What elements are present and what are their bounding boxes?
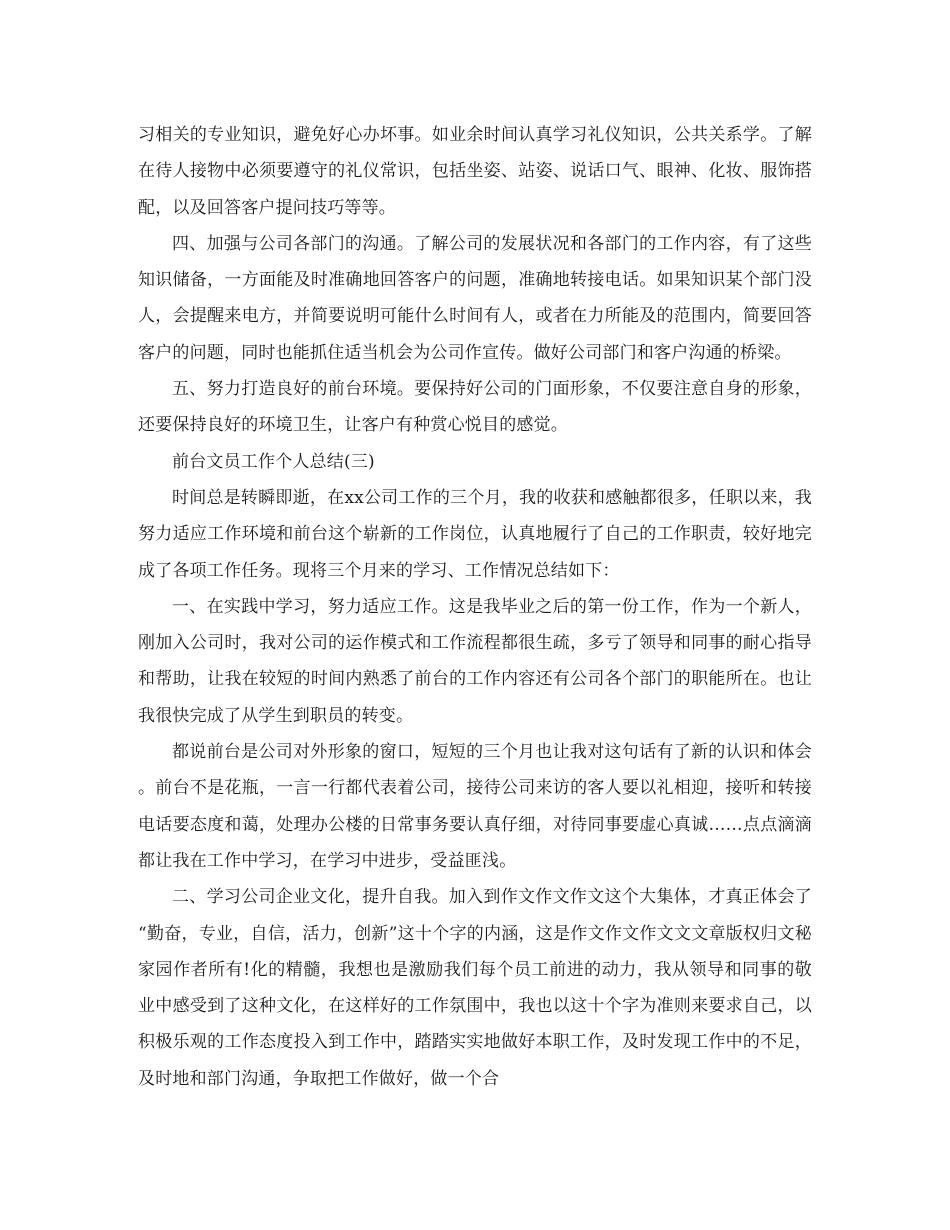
document-body: [138, 117, 812, 1097]
paragraph-intro-summary: 时间总是转瞬即逝，在xx公司工作的三个月，我的收获和感触都很多，任职以来，我努力适应工作环境和前台这个崭新的工作岗位，认真地履行了自己的工作职责，较好地完成了各项工作任务。现将三个月来的学习、工作情况总结如下：: [138, 487, 812, 581]
paragraph-continuation: 习相关的专业知识，避免好心办坏事。如业余时间认真学习礼仪知识，公共关系学。了解在待人接物中必须要遵守的礼仪常识，包括坐姿、站姿、说话口气、眼神、化妆、服饰搭配，以及回答客户提问技巧等等。: [138, 125, 812, 218]
section-heading: 前台文员工作个人总结(三): [172, 451, 375, 472]
paragraph-learning-in-practice: 一、在实践中学习，努力适应工作。这是我毕业之后的第一份工作，作为一个新人，刚加入公司时，我对公司的运作模式和工作流程都很生疏，多亏了领导和同事的耐心指导和帮助，让我在较短的时间内熟悉了前台的工作内容还有公司各个部门的职能所在。也让我很快完成了从学生到职员的转变。: [138, 596, 812, 726]
paragraph-company-culture: 二、学习公司企业文化，提升自我。加入到作文作文作文这个大集体，才真正体会了“勤奋，专业，自信，活力，创新”这十个字的内涵，这是作文作文作文文文章版权归文秘家园作者所有!化的精髓，我想也是激励我们每个员工前进的动力，我从领导和同事的敬业中感受到了这种文化，在这样好的工作氛围中，我也以这十个字为准则来要求自己，以积极乐观的工作态度投入到工作中，踏踏实实地做好本职工作，及时发现工作中的不足，及时地和部门沟通，争取把工作做好，做一个合: [138, 887, 812, 1089]
paragraph-front-desk-environment: 五、努力打造良好的前台环境。要保持好公司的门面形象，不仅要注意自身的形象，还要保持良好的环境卫生，让客户有种赏心悦目的感觉。: [138, 379, 812, 436]
paragraph-department-communication: 四、加强与公司各部门的沟通。了解公司的发展状况和各部门的工作内容，有了这些知识储备，一方面能及时准确地回答客户的问题，准确地转接电话。如果知识某个部门没人，会提醒来电方，并简要说明可能什么时间有人，或者在力所能及的范围内，简要回答客户的问题，同时也能抓住适当机会为公司作宣传。做好公司部门和客户沟通的桥梁。: [138, 233, 812, 363]
paragraph-front-desk-window: 都说前台是公司对外形象的窗口，短短的三个月也让我对这句话有了新的认识和体会。前台不是花瓶，一言一行都代表着公司，接待公司来访的客人要以礼相迎，接听和转接电话要态度和蔼，处理办公楼的日常事务要认真仔细，对待同事要虚心真诚……点点滴滴都让我在工作中学习，在学习中进步，受益匪浅。: [138, 742, 812, 871]
